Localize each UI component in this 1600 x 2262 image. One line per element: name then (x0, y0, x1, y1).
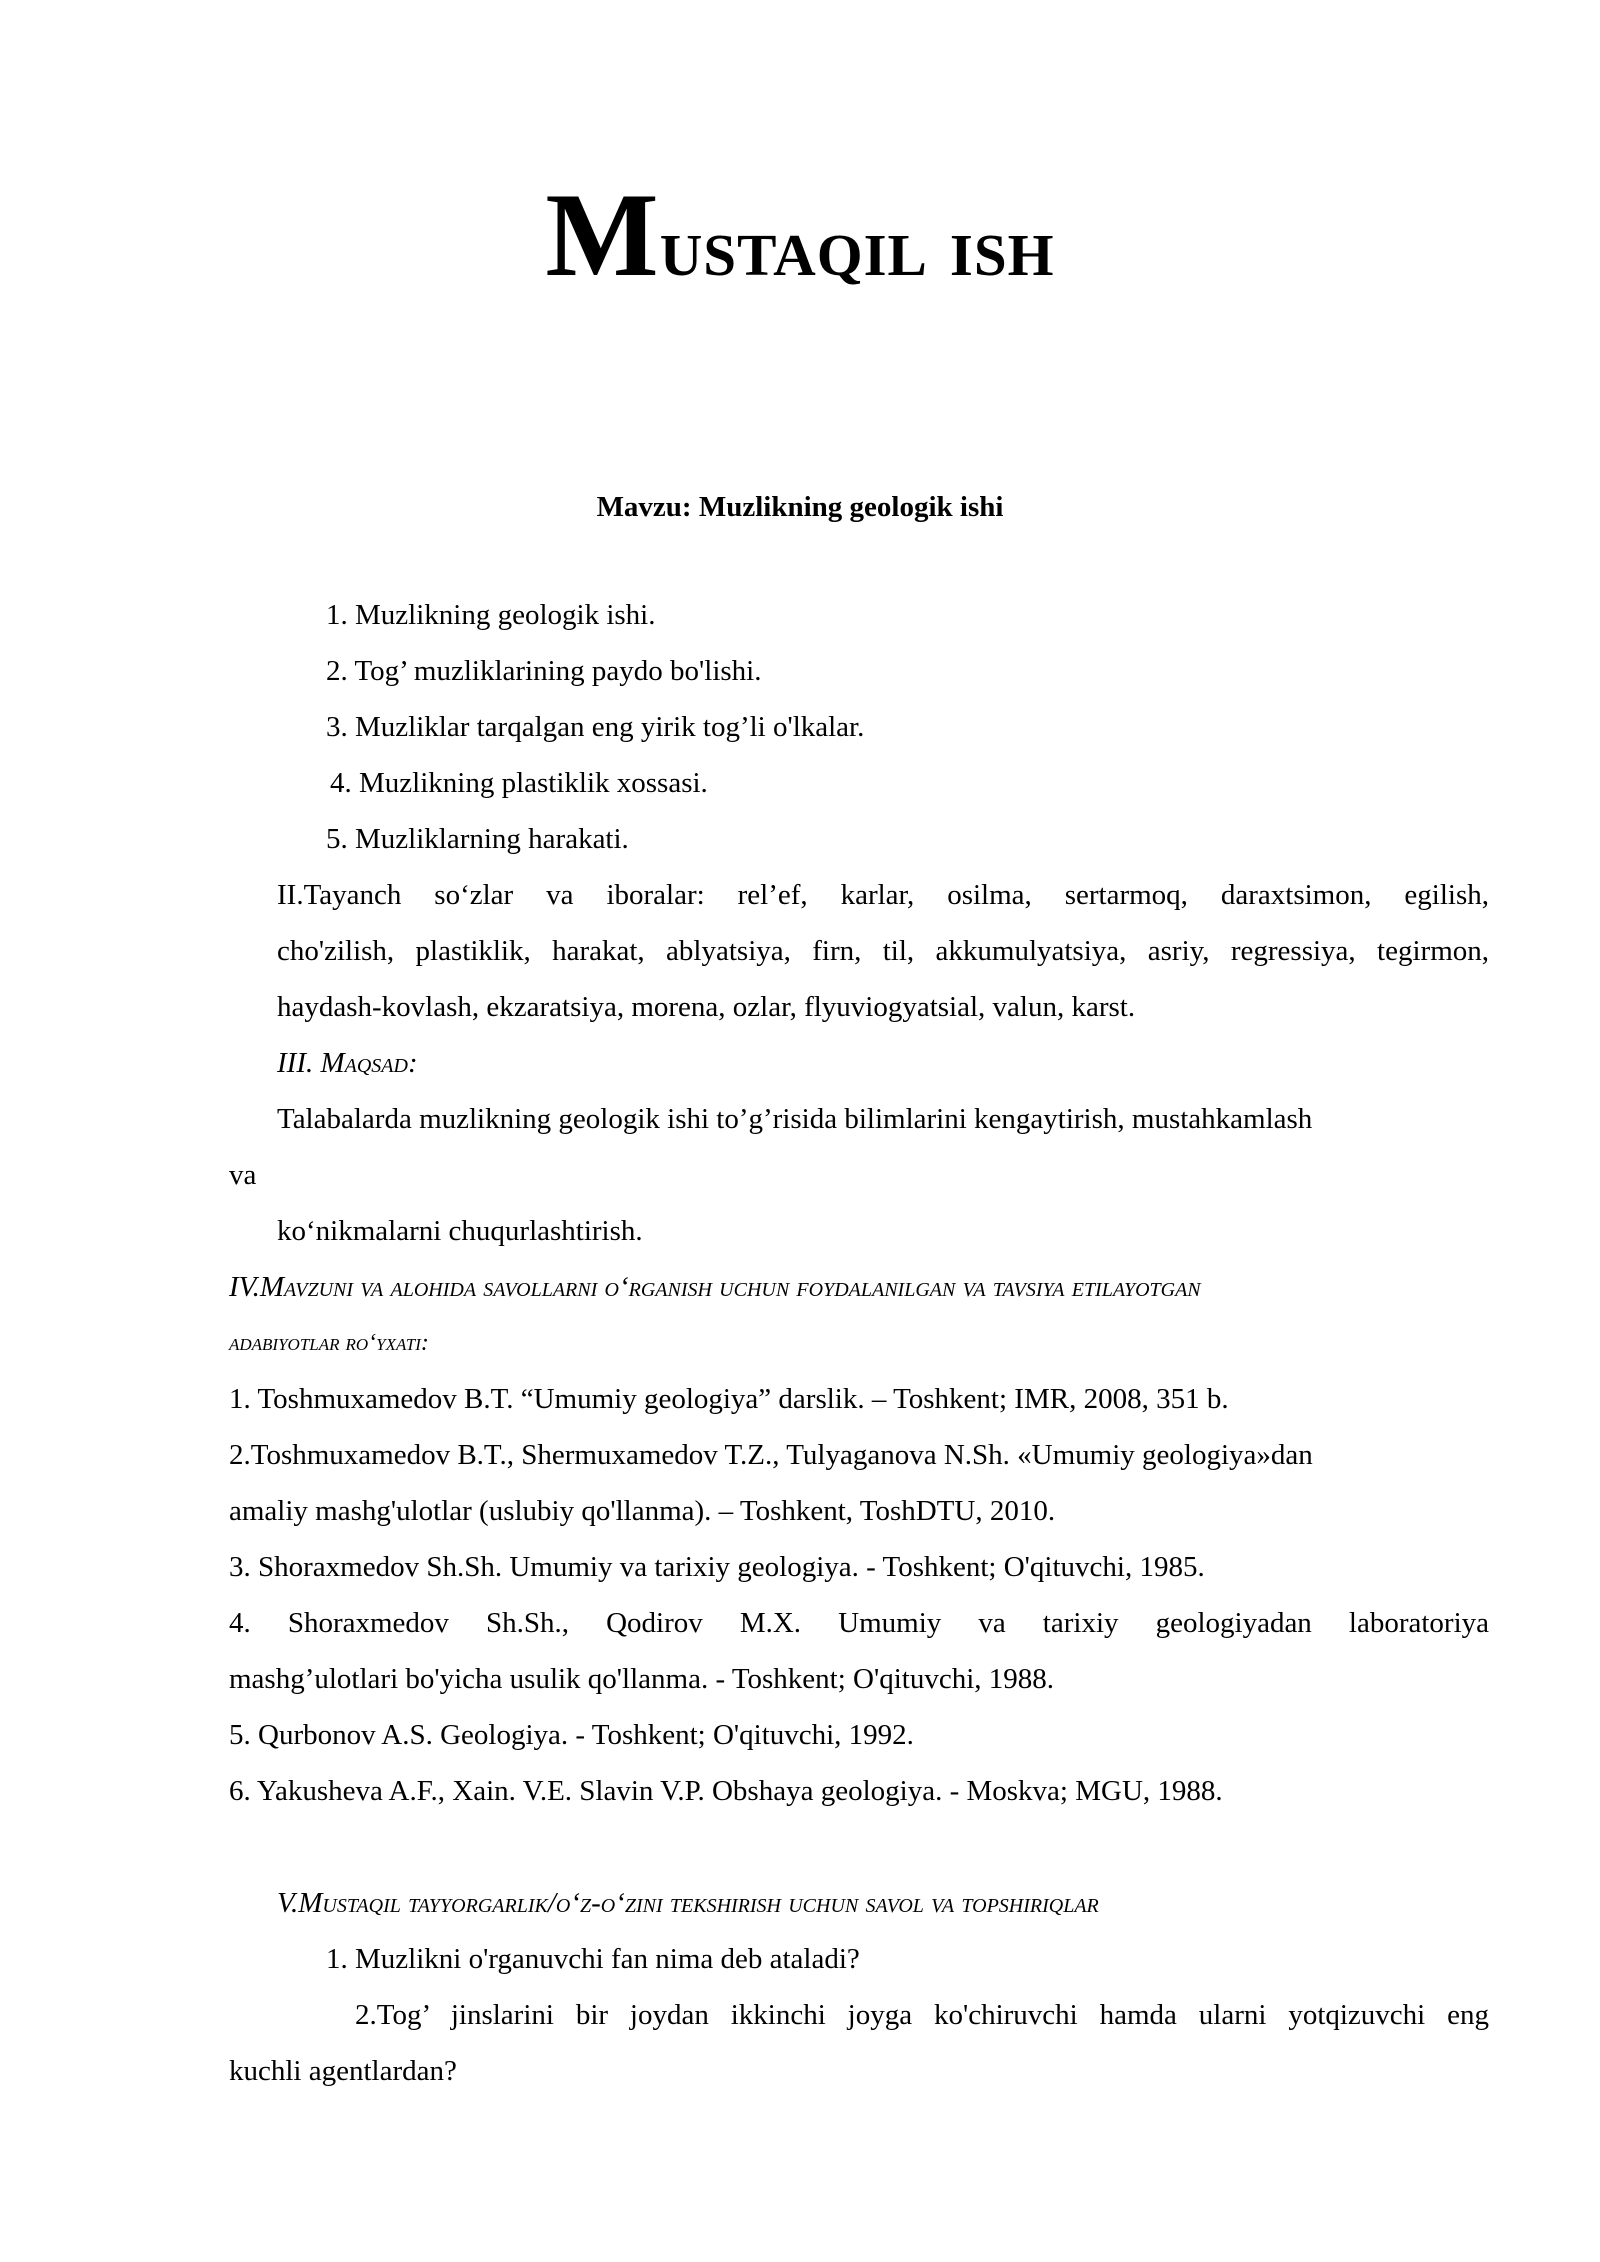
topic-item-2: 2. Tog’ muzliklarining paydo bo'lishi. (326, 655, 762, 687)
questions-heading: V.Mustaqil tayyorgarlik/o‘z-o‘zini tekshirish uchun savol va topshiriqlar (277, 1887, 1099, 1919)
literature-item-4-cont: mashg’ulotlari bo'yicha usulik qo'llanma. - Toshkent; O'qituvchi, 1988. (229, 1663, 1054, 1695)
literature-item-5: 5. Qurbonov A.S. Geologiya. - Toshkent; O'qituvchi, 1992. (229, 1719, 914, 1751)
literature-item-2-cont: amaliy mashg'ulotlar (uslubiy qo'llanma). – Toshkent, ToshDTU, 2010. (229, 1495, 1056, 1527)
question-1: 1. Muzlikni o'rganuvchi fan nima deb ataladi? (326, 1943, 860, 1975)
topic-item-5: 5. Muzliklarning harakati. (326, 823, 629, 855)
literature-heading-line-1: IV.Mavzuni va alohida savollarni o‘rganish uchun foydalanilgan va tavsiya etilayotgan (229, 1271, 1201, 1303)
literature-item-1: 1. Toshmuxamedov B.T. “Umumiy geologiya” darslik. – Toshkent; IMR, 2008, 351 b. (229, 1383, 1229, 1415)
goal-line-3: ko‘nikmalarni chuqurlashtirish. (277, 1215, 643, 1247)
question-2-line-2: kuchli agentlardan? (229, 2055, 457, 2087)
goal-line-1: Talabalarda muzlikning geologik ishi to’g’risida bilimlarini kengaytirish, mustahkamlash (277, 1103, 1313, 1135)
goal-line-2: va (229, 1159, 257, 1191)
question-2-line-1: 2.Tog’ jinslarini bir joydan ikkinchi joyga ko'chiruvchi hamda ularni yotqizuvchi eng (355, 1999, 1489, 2031)
literature-item-3: 3. Shoraxmedov Sh.Sh. Umumiy va tarixiy geologiya. - Toshkent; O'qituvchi, 1985. (229, 1551, 1205, 1583)
keywords-line-3: haydash-kovlash, ekzaratsiya, morena, ozlar, flyuviogyatsial, valun, karst. (277, 991, 1136, 1023)
topic-item-1: 1. Muzlikning geologik ishi. (326, 599, 656, 631)
topic-item-3: 3. Muzliklar tarqalgan eng yirik tog’li o'lkalar. (326, 711, 865, 743)
document-title (0, 168, 1600, 301)
literature-heading-line-2: adabiyotlar ro‘yxati: (229, 1330, 429, 1356)
topic-item-4: 4. Muzlikning plastiklik xossasi. (330, 767, 708, 799)
literature-item-2: 2.Toshmuxamedov B.T., Shermuxamedov T.Z., Tulyaganova N.Sh. «Umumiy geologiya»dan (229, 1439, 1313, 1471)
literature-item-4: 4. Shoraxmedov Sh.Sh., Qodirov M.X. Umumiy va tarixiy geologiyadan laboratoriya (229, 1607, 1489, 1639)
literature-item-6: 6. Yakusheva A.F., Xain. V.E. Slavin V.P. Obshaya geologiya. - Moskva; MGU, 1988. (229, 1775, 1223, 1807)
topic-heading: Mavzu: Muzlikning geologik ishi (596, 491, 1004, 523)
goal-heading: III. Maqsad: (277, 1047, 418, 1079)
title-rest: ustaqil ish (659, 201, 1055, 294)
keywords-line-1: II.Tayanch so‘zlar va iboralar: rel’ef, karlar, osilma, sertarmoq, daraxtsimon, egilish, (277, 879, 1489, 911)
title-first-letter: M (545, 168, 660, 301)
keywords-line-2: cho'zilish, plastiklik, harakat, ablyatsiya, firn, til, akkumulyatsiya, asriy, regressiya, tegirmon, (277, 935, 1489, 967)
